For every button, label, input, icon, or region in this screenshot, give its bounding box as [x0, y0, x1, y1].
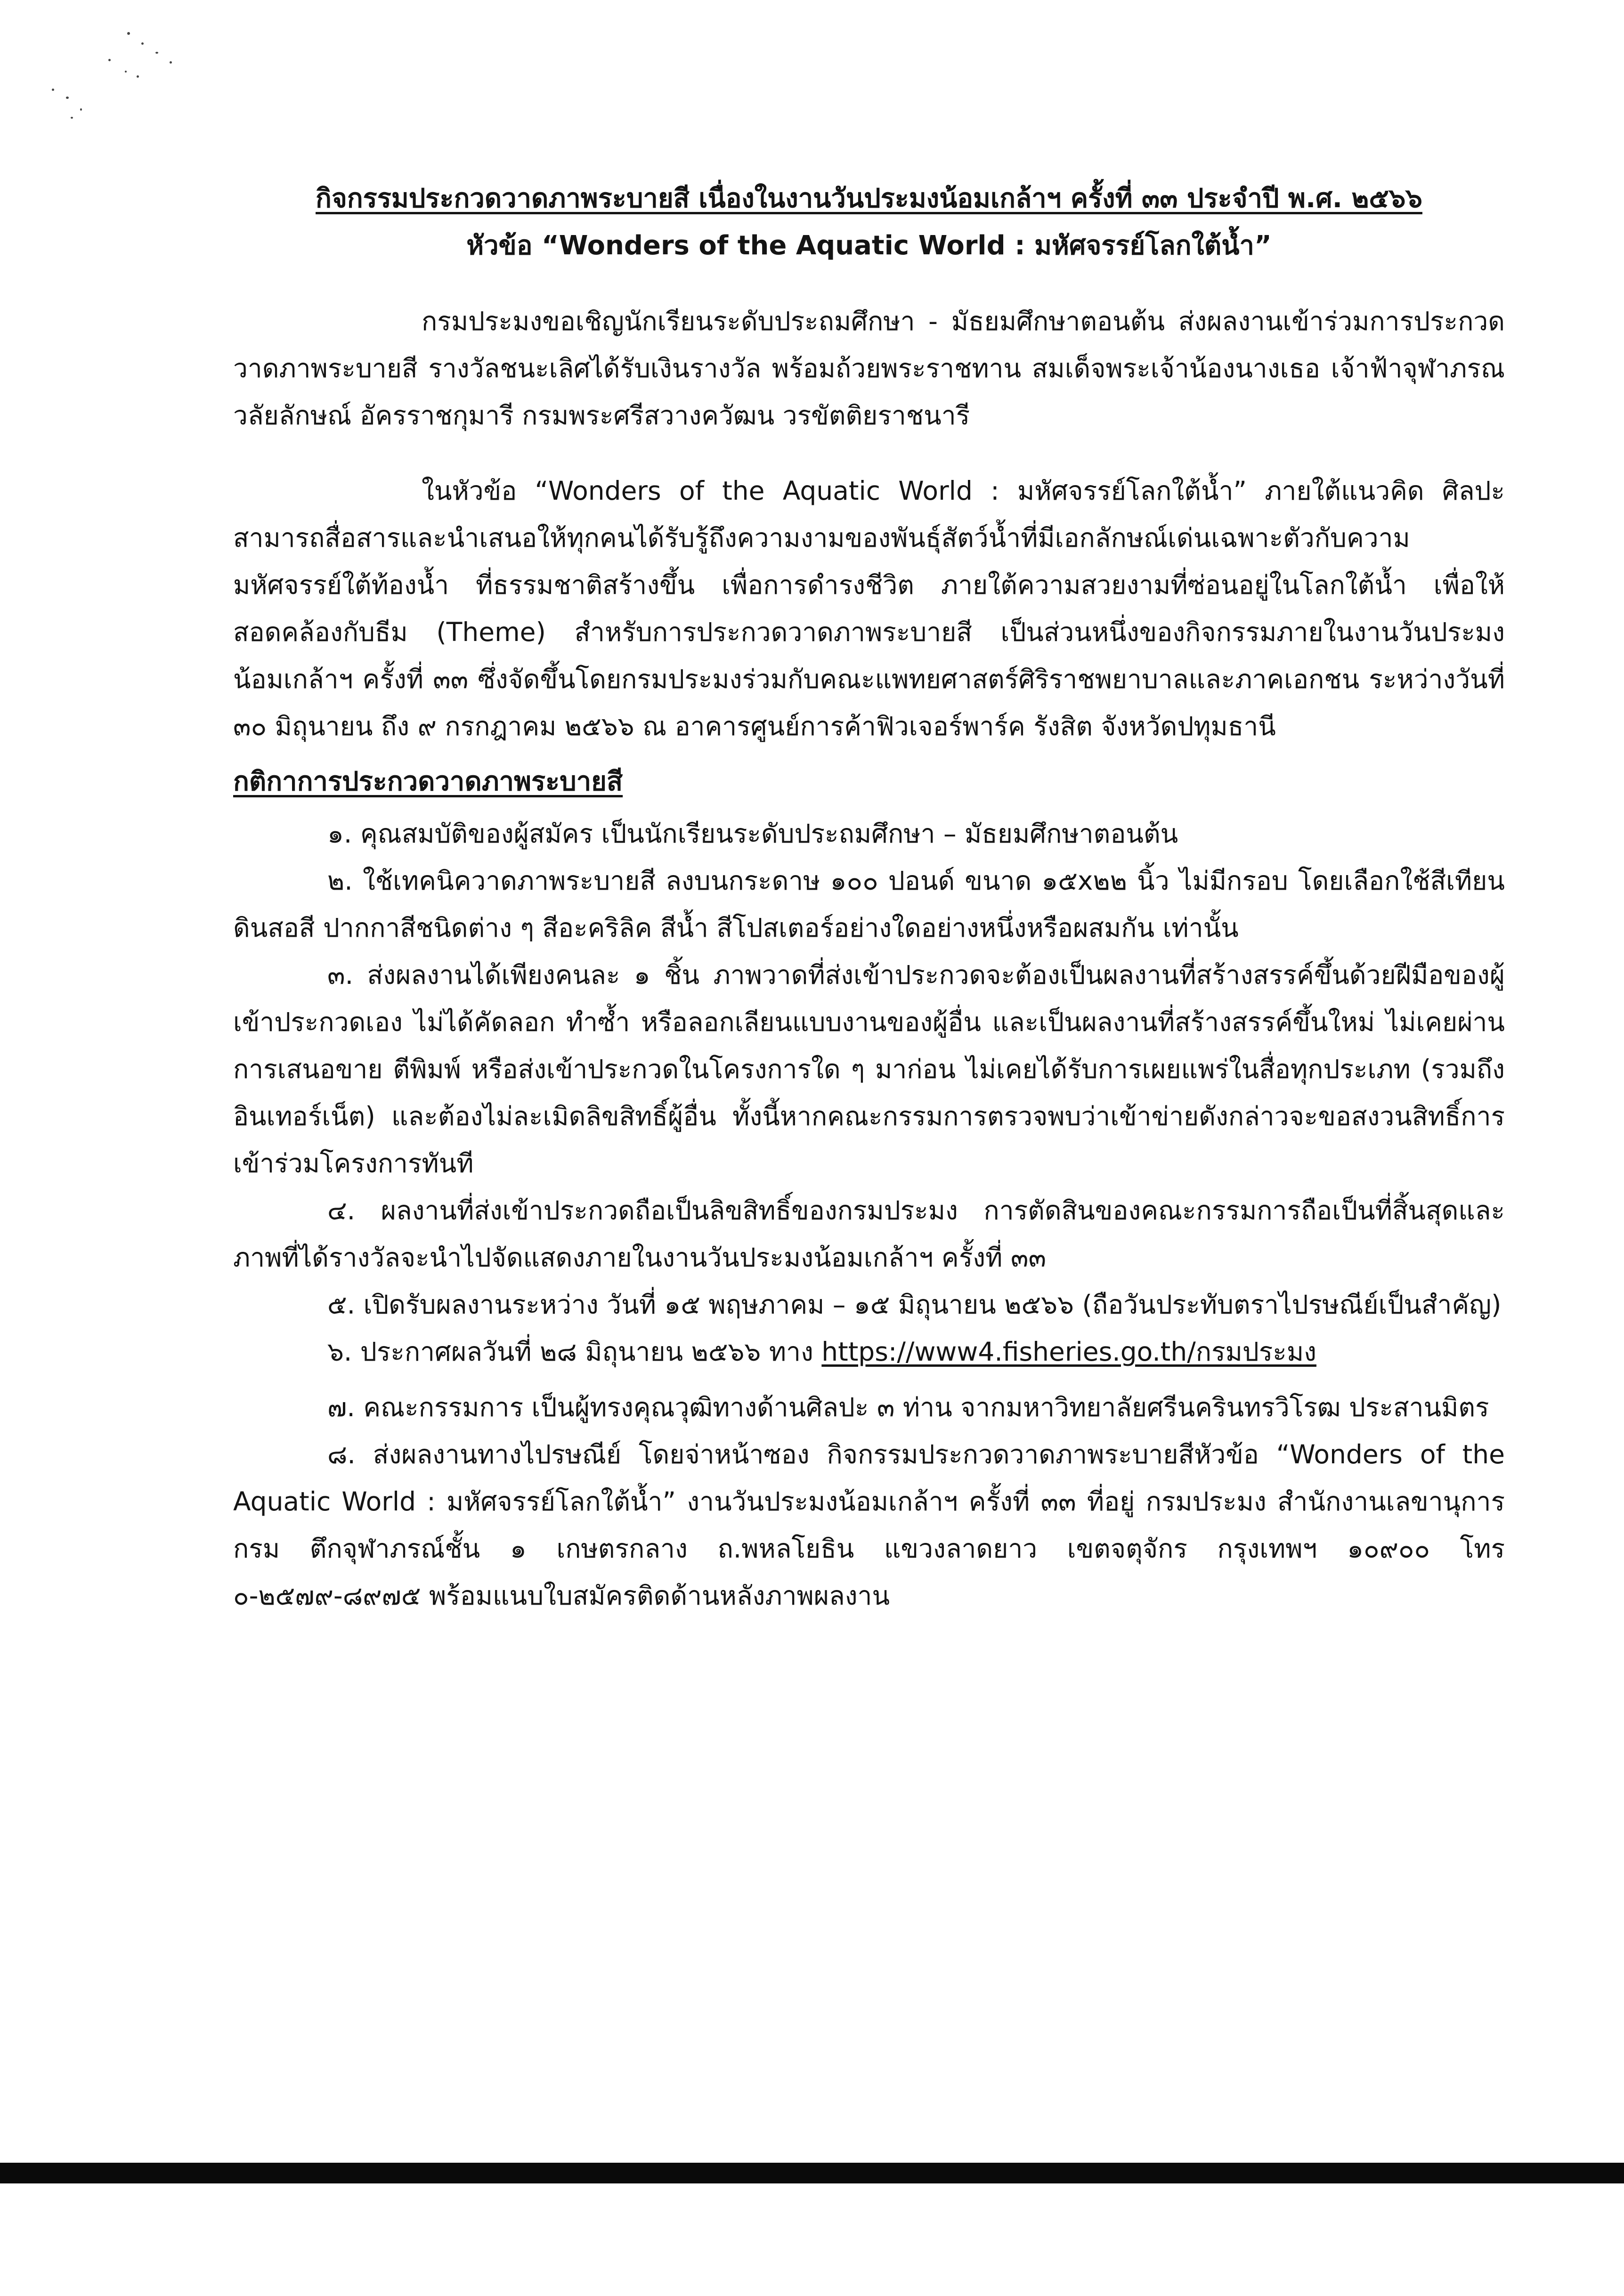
rule-item: ๓. ส่งผลงานได้เพียงคนละ ๑ ชิ้น ภาพวาดที่ส่งเข้าประกวดจะต้องเป็นผลงานที่สร้างสรรค์ขึ้นด้วยฝีมือของผู้เข้าประกวดเอง ไม่ได้คัดลอก ทำซ้ำ หรือลอกเลียนแบบงานของผู้อื่น และเป็นผลงานที่สร้างสรรค์ขึ้นใหม่ ไม่เคยผ่านการเสนอขาย ตีพิมพ์ หรือส่งเข้าประกวดในโครงการใด ๆ มาก่อน ไม่เคยได้รับการเผยแพร่ในสื่อทุกประเภท (รวมถึงอินเทอร์เน็ต) และต้องไม่ละเมิดลิขสิทธิ์ผู้อื่น ทั้งนี้หากคณะกรรมการตรวจพบว่าเข้าข่ายดังกล่าวจะขอสงวนสิทธิ์การเข้าร่วมโครงการทันที — [233, 960, 1505, 1178]
rule-item: ๑. คุณสมบัติของผู้สมัคร เป็นนักเรียนระดับประถมศึกษา – มัธยมศึกษาตอนต้น — [327, 819, 1178, 849]
document-body — [233, 175, 1505, 1619]
document-title: กิจกรรมประกวดวาดภาพระบายสี เนื่องในงานวันประมงน้อมเกล้าฯ ครั้งที่ ๓๓ ประจำปี พ.ศ. ๒๕๖๖ — [316, 183, 1422, 214]
rule-item: ๕. เปิดรับผลงานระหว่าง วันที่ ๑๕ พฤษภาคม – ๑๕ มิถุนายน ๒๕๖๖ (ถือวันประทับตราไปรษณีย์เป็นสำคัญ) — [327, 1290, 1502, 1320]
concept-paragraph: ในหัวข้อ “Wonders of the Aquatic World : มหัศจรรย์โลกใต้น้ำ” ภายใต้แนวคิด ศิลปะสามารถสื่อสารและนำเสนอให้ทุกคนได้รับรู้ถึงความงามของพันธุ์สัตว์น้ำที่มีเอกลักษณ์เด่นเฉพาะตัวกับความมหัศจรรย์ใต้ท้องน้ำ ที่ธรรมชาติสร้างขึ้น เพื่อการดำรงชีวิต ภายใต้ความสวยงามที่ซ่อนอยู่ในโลกใต้น้ำ เพื่อให้สอดคล้องกับธีม (Theme) สำหรับการประกวดวาดภาพระบายสี เป็นส่วนหนึ่งของกิจกรรมภายในงานวันประมงน้อมเกล้าฯ ครั้งที่ ๓๓ ซึ่งจัดขึ้นโดยกรมประมงร่วมกับคณะแพทยศาสตร์ศิริราชพยาบาลและภาคเอกชน ระหว่างวันที่ ๓๐ มิถุนายน ถึง ๙ กรกฎาคม ๒๕๖๖ ณ อาคารศูนย์การค้าฟิวเจอร์พาร์ค รังสิต จังหวัดปทุมธานี — [233, 476, 1505, 741]
rules-heading: กติกาการประกวดวาดภาพระบายสี — [233, 766, 623, 797]
results-link[interactable]: https://www4.fisheries.go.th/กรมประมง — [821, 1337, 1316, 1367]
scan-edge-bar — [0, 2163, 1624, 2183]
rule-item-6 — [233, 1328, 1505, 1375]
document-topic: หัวข้อ “Wonders of the Aquatic World : มหัศจรรย์โลกใต้น้ำ” — [466, 230, 1272, 261]
rule-item-8: ๘. ส่งผลงานทางไปรษณีย์ โดยจ่าหน้าซอง กิจกรรมประกวดวาดภาพระบายสีหัวข้อ “Wonders of the Aquatic World : มหัศจรรย์โลกใต้น้ำ” งานวันประมงน้อมเกล้าฯ ครั้งที่ ๓๓ ที่อยู่ กรมประมง สำนักงานเลขานุการกรม ตึกจุฬาภรณ์ชั้น ๑ เกษตรกลาง ถ.พหลโยธิน แขวงลาดยาว เขตจตุจักร กรุงเทพฯ ๑๐๙๐๐ โทร ๐-๒๕๗๙-๘๙๗๕ พร้อมแนบใบสมัครติดด้านหลังภาพผลงาน — [233, 1439, 1505, 1611]
rule-6-text: ๖. ประกาศผลวันที่ ๒๘ มิถุนายน ๒๕๖๖ ทาง — [327, 1337, 822, 1367]
rules-list — [233, 810, 1505, 1619]
rule-item-7: ๗. คณะกรรมการ เป็นผู้ทรงคุณวุฒิทางด้านศิลปะ ๓ ท่าน จากมหาวิทยาลัยศรีนครินทรวิโรฒ ประสานมิตร — [327, 1392, 1489, 1422]
rule-item: ๒. ใช้เทคนิควาดภาพระบายสี ลงบนกระดาษ ๑๐๐ ปอนด์ ขนาด ๑๕x๒๒ นิ้ว ไม่มีกรอบ โดยเลือกใช้สีเทียน ดินสอสี ปากกาสีชนิดต่าง ๆ สีอะคริลิค สีน้ำ สีโปสเตอร์อย่างใดอย่างหนึ่งหรือผสมกัน เท่านั้น — [233, 866, 1505, 943]
intro-paragraph: กรมประมงขอเชิญนักเรียนระดับประถมศึกษา - มัธยมศึกษาตอนต้น ส่งผลงานเข้าร่วมการประกวดวาดภาพระบายสี รางวัลชนะเลิศได้รับเงินรางวัล พร้อมถ้วยพระราชทาน สมเด็จพระเจ้าน้องนางเธอ เจ้าฟ้าจุฬาภรณวลัยลักษณ์ อัครราชกุมารี กรมพระศรีสวางควัฒน วรขัตติยราชนารี — [233, 306, 1505, 430]
rule-item: ๔. ผลงานที่ส่งเข้าประกวดถือเป็นลิขสิทธิ์ของกรมประมง การตัดสินของคณะกรรมการถือเป็นที่สิ้นสุดและภาพที่ได้รางวัลจะนำไปจัดแสดงภายในงานวันประมงน้อมเกล้าฯ ครั้งที่ ๓๓ — [233, 1195, 1505, 1273]
